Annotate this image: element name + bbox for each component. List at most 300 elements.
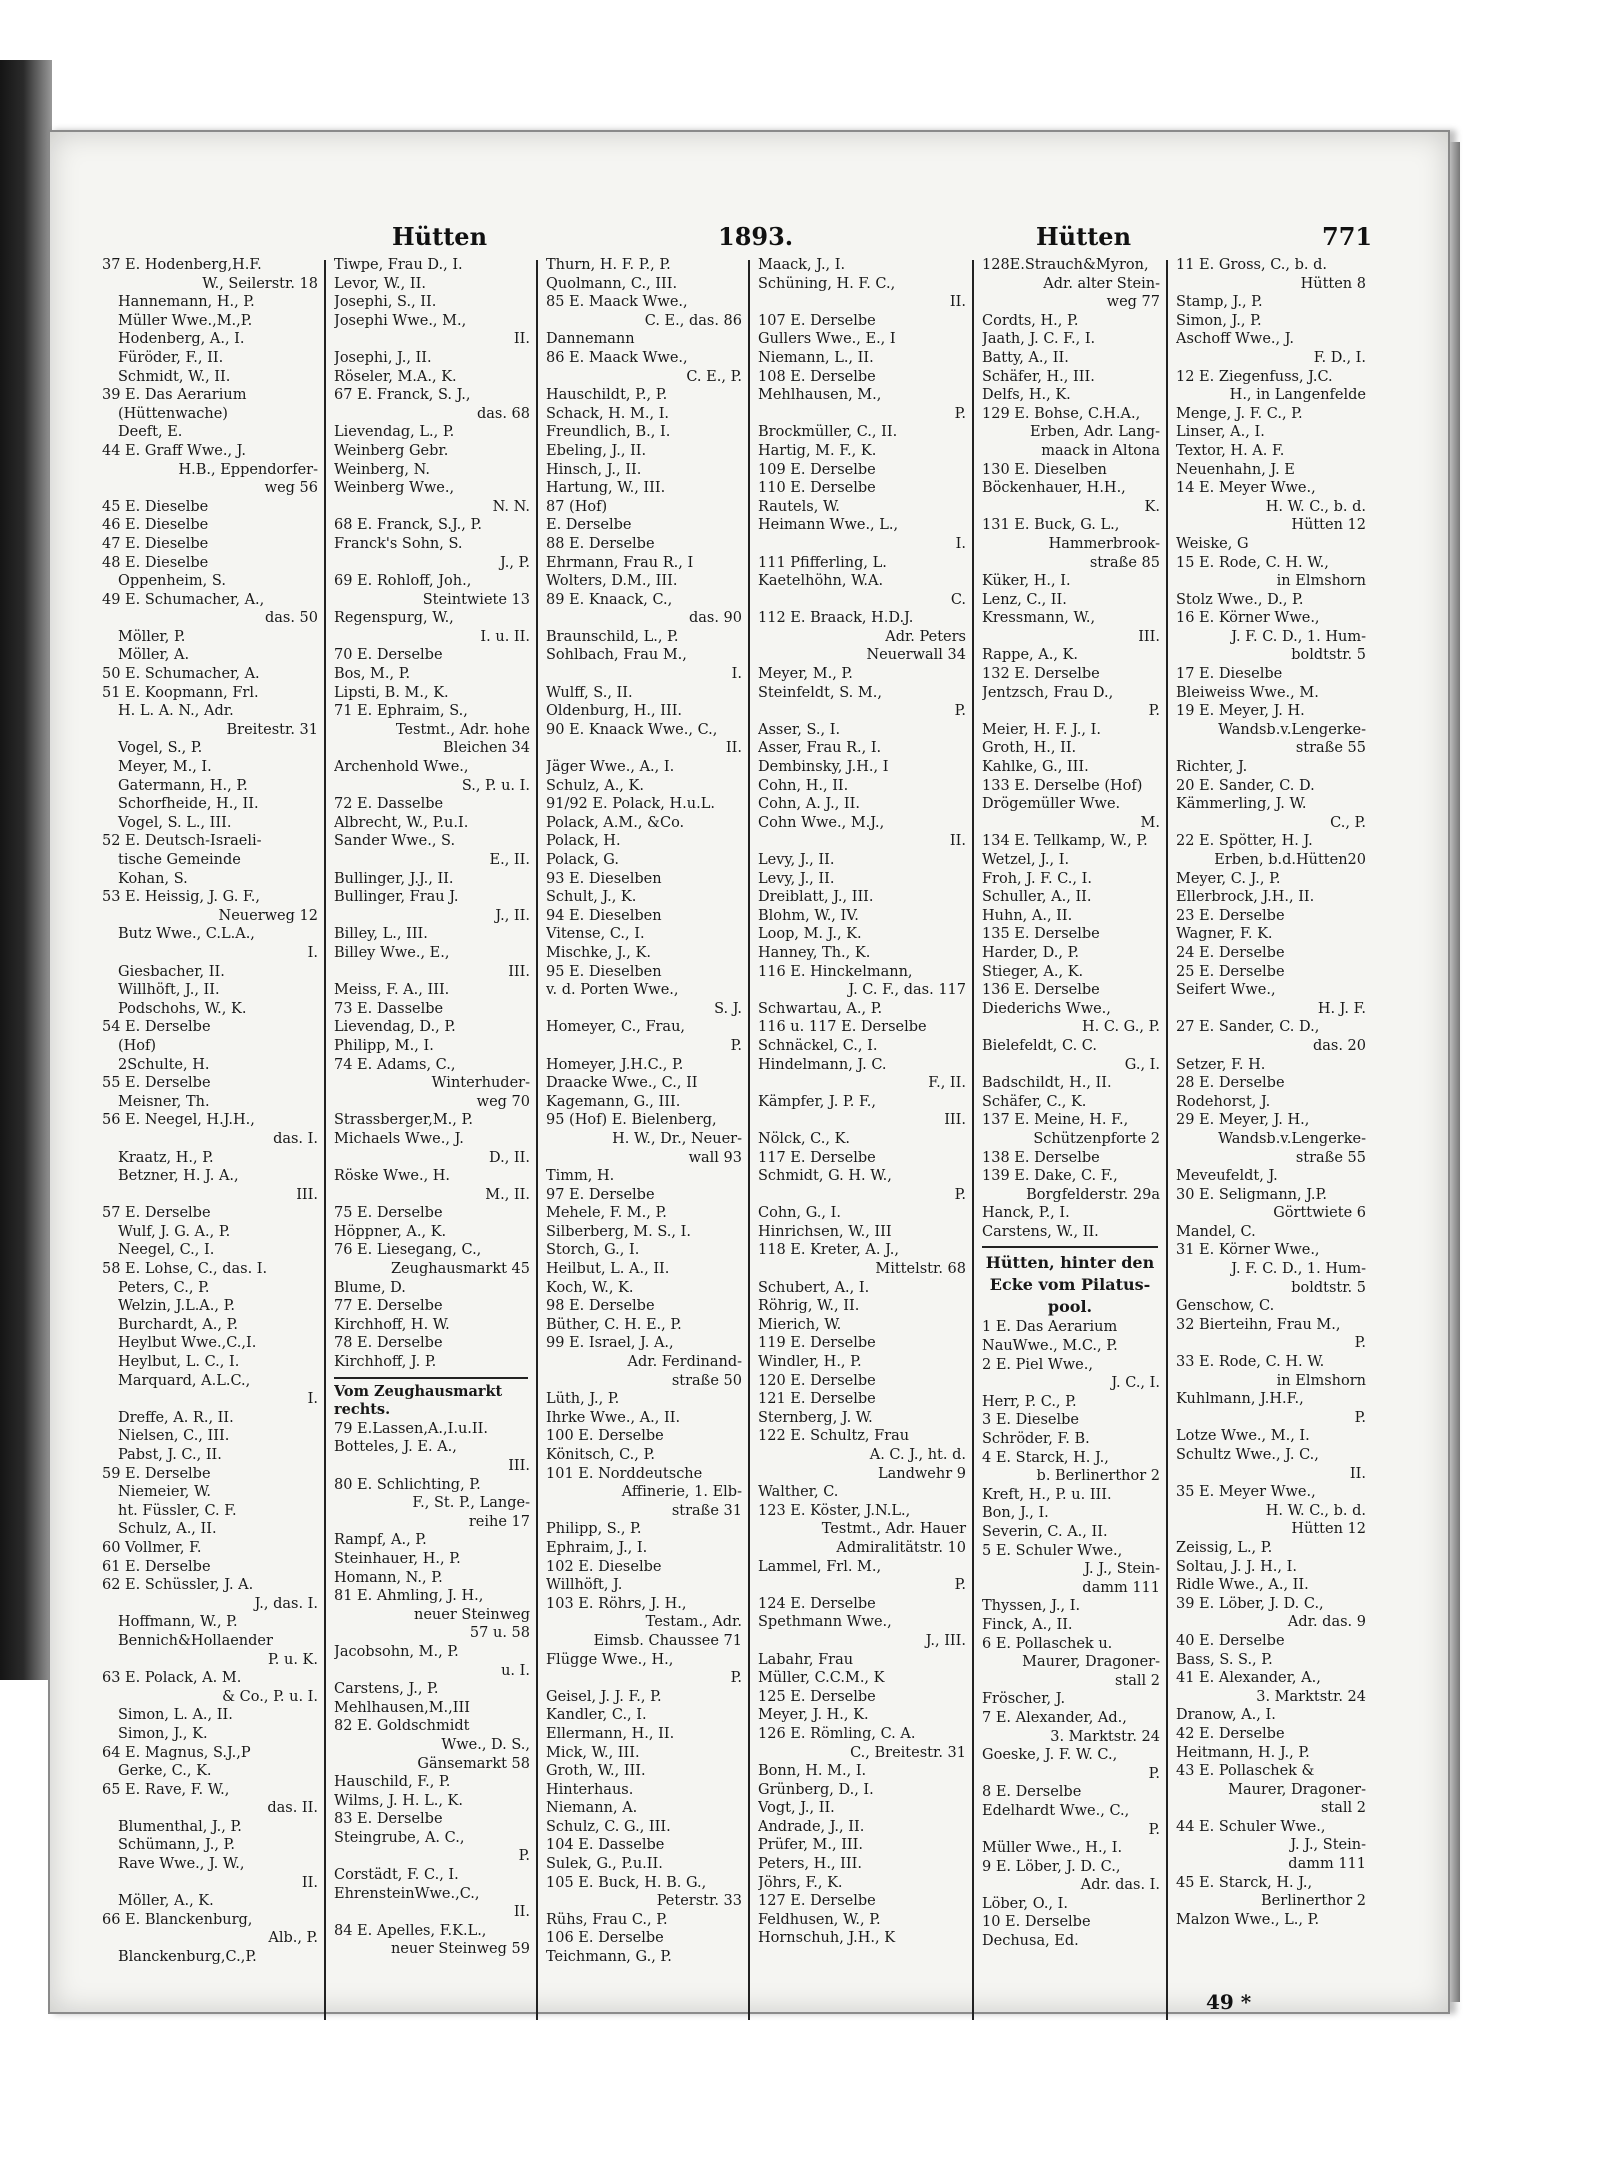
directory-entry: Jaath, J. C. F., I. — [982, 331, 1096, 348]
directory-entry: boldtstr. 5 — [1291, 1279, 1366, 1296]
directory-entry: Jöhrs, F., K. — [758, 1874, 843, 1891]
directory-entry: 45 E. Dieselbe — [102, 498, 209, 515]
directory-entry: Jentzsch, Frau D., — [982, 684, 1114, 701]
directory-entry: Böckenhauer, H.H., — [982, 480, 1126, 497]
directory-entry: A. C. J., ht. d. — [869, 1447, 966, 1463]
directory-entry: Meiss, F. A., III. — [334, 982, 450, 999]
directory-entry: Hinterhaus. — [546, 1781, 634, 1798]
directory-entry: Willhöft, J., II. — [118, 982, 220, 999]
directory-entry: Podschohs, W., K. — [118, 1000, 247, 1017]
directory-entry: III. — [1138, 628, 1160, 645]
directory-entry: Delfs, H., K. — [982, 387, 1071, 404]
directory-entry: NauWwe., M.C., P. — [982, 1338, 1118, 1355]
directory-entry: 12 E. Ziegenfuss, J.C. — [1176, 368, 1333, 385]
directory-entry: Schubert, A., I. — [758, 1279, 870, 1296]
directory-entry: Koch, W., K. — [546, 1279, 634, 1296]
directory-columns — [98, 256, 1370, 2026]
directory-entry: I. — [955, 535, 966, 552]
directory-entry: 50 E. Schumacher, A. — [102, 666, 260, 683]
directory-entry: 62 E. Schüssler, J. A. — [102, 1577, 254, 1594]
directory-entry: 105 E. Buck, H. B. G., — [546, 1874, 707, 1891]
directory-entry: 29 E. Meyer, J. H., — [1176, 1112, 1310, 1129]
directory-entry: Wolters, D.M., III. — [546, 573, 678, 590]
directory-entry: Kohan, S. — [118, 870, 188, 887]
directory-entry: 76 E. Liesegang, C., — [334, 1242, 482, 1259]
directory-entry: Schümann, J., P. — [118, 1837, 235, 1854]
directory-entry: Kirchhoff, H. W. — [334, 1316, 450, 1333]
directory-entry: Setzer, F. H. — [1176, 1056, 1266, 1073]
directory-entry: Heylbut Wwe.,C.,I. — [118, 1335, 257, 1352]
directory-entry: Geisel, J. J. F., P. — [546, 1688, 662, 1705]
directory-entry: 137 E. Meine, H. F., — [982, 1112, 1129, 1129]
directory-entry: das. 50 — [264, 610, 318, 627]
directory-entry: Botteles, J. E. A., — [334, 1439, 457, 1456]
directory-entry: Hinsch, J., II. — [546, 461, 642, 478]
directory-entry: Peterstr. 33 — [656, 1893, 742, 1910]
directory-entry: H. L. A. N., Adr. — [118, 703, 234, 720]
directory-entry: Hauschildt, P., P. — [546, 387, 668, 404]
directory-entry: Corstädt, F. C., I. — [334, 1867, 459, 1884]
directory-entry: Hammerbrook- — [1048, 535, 1160, 552]
directory-entry: 81 E. Ahmling, J. H., — [334, 1588, 484, 1605]
column-3 — [542, 256, 746, 2026]
directory-entry: Betzner, H. J. A., — [118, 1168, 239, 1185]
directory-entry: b. Berlinerthor 2 — [1036, 1468, 1160, 1485]
directory-entry: Bass, S. S., P. — [1176, 1651, 1273, 1668]
directory-entry: 51 E. Koopmann, Frl. — [102, 684, 259, 701]
directory-entry: Hütten 8 — [1300, 275, 1366, 292]
directory-entry: Brockmüller, C., II. — [758, 424, 898, 441]
directory-entry: Nölck, C., K. — [758, 1130, 851, 1147]
directory-entry: Steingrube, A. C., — [334, 1829, 465, 1846]
directory-entry: Schröder, F. B. — [982, 1431, 1090, 1448]
directory-entry: Neuerweg 12 — [218, 907, 318, 924]
directory-entry: 126 E. Römling, C. A. — [758, 1725, 916, 1742]
directory-entry: damm 111 — [1288, 1856, 1366, 1873]
directory-entry: Grünberg, D., I. — [758, 1781, 874, 1798]
directory-entry: Stolz Wwe., D., P. — [1176, 591, 1304, 608]
directory-entry: Philipp, M., I. — [334, 1037, 434, 1054]
directory-entry: Silberberg, M. S., I. — [546, 1223, 691, 1240]
directory-entry: 133 E. Derselbe (Hof) — [982, 777, 1143, 794]
directory-entry: I. u. II. — [480, 628, 530, 645]
directory-entry: Billey, L., III. — [334, 926, 428, 943]
directory-entry: 87 (Hof) — [546, 498, 608, 515]
directory-entry: ht. Füssler, C. F. — [118, 1502, 237, 1519]
directory-entry: Vogt, J., II. — [758, 1800, 835, 1817]
directory-entry: Gatermann, H., P. — [118, 777, 248, 794]
directory-entry: Rautels, W. — [758, 498, 840, 515]
directory-entry: Dechusa, Ed. — [982, 1933, 1079, 1950]
directory-entry: 49 E. Schumacher, A., — [102, 591, 265, 608]
directory-entry: Froh, J. F. C., I. — [982, 870, 1092, 887]
directory-entry: J. F. C. D., 1. Hum- — [1231, 628, 1366, 645]
directory-entry: Kämpfer, J. P. F., — [758, 1093, 876, 1110]
directory-entry: Stamp, J., P. — [1176, 294, 1263, 311]
directory-entry: Meyer, C. J., P. — [1176, 870, 1281, 887]
directory-entry: II. — [301, 1874, 318, 1891]
directory-entry: J. F. C. D., 1. Hum- — [1231, 1261, 1366, 1278]
directory-entry: Testmt., Adr. Hauer — [821, 1521, 966, 1538]
directory-entry: Büther, C. H. E., P. — [546, 1316, 682, 1333]
directory-entry: Heitmann, H. J., P. — [1176, 1744, 1310, 1761]
directory-entry: II. — [513, 331, 530, 348]
directory-entry: Sander Wwe., S. — [334, 833, 456, 850]
directory-entry: Neuenhahn, J. E — [1176, 461, 1295, 478]
directory-entry: Schult, J., K. — [546, 889, 637, 906]
directory-entry: 40 E. Derselbe — [1176, 1632, 1285, 1649]
directory-entry: P. — [1148, 703, 1160, 720]
column-divider — [748, 260, 750, 2020]
directory-entry: 131 E. Buck, G. L., — [982, 517, 1120, 534]
directory-entry: Löber, O., I. — [982, 1895, 1068, 1912]
directory-entry: 129 E. Bohse, C.H.A., — [982, 405, 1141, 422]
directory-entry: Niemeier, W. — [118, 1484, 211, 1501]
directory-entry: Loop, M. J., K. — [758, 926, 862, 943]
directory-entry: Steinfeldt, S. M., — [758, 684, 882, 701]
directory-entry: Ihrke Wwe., A., II. — [546, 1409, 681, 1426]
directory-entry: 65 E. Rave, F. W., — [102, 1781, 230, 1798]
directory-entry: Neuerwall 34 — [866, 647, 966, 664]
directory-entry: 4 E. Starck, H. J., — [982, 1449, 1109, 1466]
directory-entry: III. — [944, 1112, 966, 1129]
directory-entry: EhrensteinWwe.,C., — [334, 1885, 480, 1902]
directory-entry: II. — [1349, 1465, 1366, 1482]
directory-entry: Windler, H., P. — [758, 1354, 862, 1371]
directory-entry: Soltau, J. J. H., I. — [1176, 1558, 1297, 1575]
directory-entry: P. — [730, 1037, 742, 1054]
directory-entry: II. — [513, 1904, 530, 1921]
directory-entry: 1 E. Das Aerarium — [982, 1319, 1118, 1336]
directory-entry: das. I. — [273, 1130, 318, 1147]
directory-entry: Bielefeldt, C. C. — [982, 1037, 1097, 1054]
directory-entry: Bonn, H. M., I. — [758, 1763, 867, 1780]
directory-entry: Maurer, Dragoner- — [1228, 1781, 1366, 1798]
directory-entry: Cordts, H., P. — [982, 312, 1079, 329]
directory-entry: Linser, A., I. — [1176, 424, 1265, 441]
directory-entry: F., St. P., Lange- — [412, 1495, 530, 1512]
directory-entry: neuer Steinweg — [414, 1606, 530, 1623]
directory-entry: Hannemann, H., P. — [118, 294, 255, 311]
directory-entry: I. — [307, 944, 318, 961]
directory-entry: 30 E. Seligmann, J.P. — [1176, 1186, 1327, 1203]
directory-entry: Rodehorst, J. — [1176, 1093, 1271, 1110]
directory-entry: 125 E. Derselbe — [758, 1688, 876, 1705]
directory-entry: Sulek, G., P.u.II. — [546, 1856, 663, 1873]
directory-entry: Feldhusen, W., P. — [758, 1911, 881, 1928]
directory-entry: Ephraim, J., I. — [546, 1539, 648, 1556]
directory-entry: Schulz, A., II. — [118, 1521, 217, 1538]
directory-entry: 45 E. Starck, H. J., — [1176, 1874, 1313, 1891]
directory-entry: Kahlke, G., III. — [982, 759, 1089, 776]
directory-entry: Hinrichsen, W., III — [758, 1223, 892, 1240]
directory-entry: Möller, P. — [118, 628, 186, 645]
directory-entry: Erben, Adr. Lang- — [1029, 424, 1160, 441]
directory-entry: Erben, b.d.Hütten20 — [1214, 852, 1366, 868]
directory-entry: Müller Wwe.,M.,P. — [118, 312, 253, 329]
directory-entry: straße 50 — [671, 1372, 742, 1389]
directory-entry: Tiwpe, Frau D., I. — [334, 257, 463, 273]
section-heading: Hütten, hinter den — [985, 1253, 1155, 1273]
directory-entry: 2Schulte, H. — [118, 1056, 210, 1073]
directory-entry: Josephi, J., II. — [334, 349, 432, 366]
directory-entry: 19 E. Meyer, J. H. — [1176, 703, 1305, 720]
directory-entry: Mehele, F. M., P. — [546, 1205, 667, 1222]
directory-entry: Möller, A., K. — [118, 1893, 214, 1910]
directory-entry: Weinberg Gebr. — [334, 442, 449, 459]
directory-entry: Lievendag, L., P. — [334, 424, 455, 441]
directory-entry: 24 E. Derselbe — [1176, 944, 1285, 961]
directory-entry: Strassberger,M., P. — [334, 1112, 473, 1129]
directory-entry: Ridle Wwe., A., II. — [1176, 1577, 1309, 1594]
directory-entry: H. W. C., b. d. — [1265, 1502, 1366, 1519]
directory-entry: 17 E. Dieselbe — [1176, 666, 1283, 683]
directory-entry: N. N. — [492, 498, 530, 515]
directory-entry: Simon, J., P. — [1176, 312, 1262, 329]
directory-entry: 80 E. Schlichting, P. — [334, 1476, 481, 1493]
directory-entry: 86 E. Maack Wwe., — [546, 349, 688, 366]
directory-entry: Dreiblatt, J., III. — [758, 889, 874, 906]
directory-entry: 77 E. Derselbe — [334, 1298, 443, 1315]
directory-entry: 78 E. Derselbe — [334, 1335, 443, 1352]
directory-entry: H., in Langenfelde — [1229, 387, 1366, 404]
directory-entry: J. C. F., das. 117 — [848, 982, 966, 999]
directory-entry: Oppenheim, S. — [118, 573, 226, 590]
directory-entry: Lotze Wwe., M., I. — [1176, 1428, 1310, 1445]
directory-entry: 7 E. Alexander, Ad., — [982, 1709, 1127, 1726]
directory-entry: Kressmann, W., — [982, 610, 1096, 627]
directory-entry: 15 E. Rode, C. H. W., — [1176, 554, 1329, 571]
directory-entry: Simon, L. A., II. — [118, 1707, 233, 1724]
directory-entry: 130 E. Dieselben — [982, 461, 1107, 478]
directory-entry: Wwe., D. S., — [441, 1736, 530, 1753]
directory-entry: Flügge Wwe., H., — [546, 1651, 674, 1668]
column-2 — [330, 256, 534, 2026]
directory-entry: J., P. — [500, 554, 530, 571]
directory-entry: 134 E. Tellkamp, W., P. — [982, 833, 1148, 850]
directory-entry: (Hof) — [118, 1037, 157, 1054]
directory-entry: Sohlbach, Frau M., — [546, 647, 687, 664]
directory-entry: 2 E. Piel Wwe., — [982, 1356, 1093, 1373]
directory-entry: 69 E. Rohloff, Joh., — [334, 573, 472, 590]
directory-entry: 66 E. Blanckenburg, — [102, 1911, 253, 1928]
directory-entry: 3. Marktstr. 24 — [1050, 1728, 1160, 1745]
directory-entry: Meyer, M., I. — [118, 759, 212, 776]
directory-entry: Spethmann Wwe., — [758, 1614, 892, 1631]
directory-entry: Dreffe, A. R., II. — [118, 1409, 234, 1426]
directory-entry: Hartig, M. F., K. — [758, 442, 877, 459]
directory-entry: Kirchhoff, J. P. — [334, 1354, 437, 1371]
directory-entry: C. E., das. 86 — [644, 312, 742, 329]
directory-entry: 71 E. Ephraim, S., — [334, 703, 468, 720]
directory-entry: 132 E. Derselbe — [982, 666, 1100, 683]
directory-entry: straße 55 — [1295, 1149, 1366, 1166]
directory-entry: J., III. — [925, 1632, 966, 1649]
column-4 — [754, 256, 970, 2026]
directory-entry: Wandsb.v.Lengerke- — [1218, 721, 1366, 738]
directory-entry: Mittelstr. 68 — [875, 1261, 966, 1278]
directory-entry: Dembinsky, J.H., I — [758, 759, 889, 776]
directory-entry: 67 E. Franck, S. J., — [334, 387, 471, 404]
directory-entry: straße 31 — [671, 1502, 742, 1519]
directory-entry: 98 E. Derselbe — [546, 1298, 655, 1315]
directory-entry: Hauschild, F., P. — [334, 1774, 451, 1791]
directory-entry: 94 E. Dieselben — [546, 907, 662, 924]
directory-entry: Lipsti, B. M., K. — [334, 684, 449, 701]
directory-entry: Labahr, Frau — [758, 1651, 854, 1668]
directory-entry: Oldenburg, H., III. — [546, 703, 683, 720]
directory-entry: 3 E. Dieselbe — [982, 1412, 1080, 1429]
directory-entry: Kreft, H., P. u. III. — [982, 1486, 1112, 1503]
directory-entry: II. — [949, 833, 966, 850]
directory-entry: Drögemüller Wwe. — [982, 796, 1121, 813]
directory-entry: M., II. — [485, 1186, 530, 1203]
directory-entry: Willhöft, J. — [546, 1577, 623, 1594]
directory-entry: Weinberg, N. — [334, 461, 430, 478]
directory-entry: 14 E. Meyer Wwe., — [1176, 480, 1316, 497]
directory-entry: boldtstr. 5 — [1291, 647, 1366, 664]
directory-entry: 31 E. Körner Wwe., — [1176, 1242, 1320, 1259]
directory-entry: 127 E. Derselbe — [758, 1893, 876, 1910]
directory-entry: Röseler, M.A., K. — [334, 368, 457, 385]
directory-entry: Aschoff Wwe., J. — [1176, 331, 1295, 348]
directory-entry: 9 E. Löber, J. D. C., — [982, 1858, 1121, 1875]
directory-entry: Wulf, J. G. A., P. — [118, 1223, 231, 1240]
directory-entry: Teichmann, G., P. — [546, 1949, 672, 1966]
directory-entry: 121 E. Derselbe — [758, 1391, 876, 1408]
header-year: 1893. — [718, 222, 794, 251]
directory-entry: Vogel, S. L., III. — [118, 814, 232, 831]
directory-entry: 136 E. Derselbe — [982, 982, 1100, 999]
directory-entry: Batty, A., II. — [982, 349, 1069, 366]
directory-entry: Borgfelderstr. 29a — [1026, 1186, 1160, 1203]
directory-entry: Schmidt, W., II. — [118, 368, 231, 385]
directory-entry: Kuhlmann, J.H.F., — [1176, 1391, 1304, 1408]
directory-entry: Pabst, J. C., II. — [118, 1447, 222, 1463]
page-header — [0, 222, 1600, 252]
column-5 — [978, 256, 1164, 2026]
directory-entry: 33 E. Rode, C. H. W. — [1176, 1354, 1325, 1371]
directory-entry: Blohm, W., IV. — [758, 907, 859, 924]
directory-entry: P. u. K. — [267, 1651, 318, 1668]
directory-entry: Groth, W., III. — [546, 1763, 646, 1780]
directory-entry: Lievendag, D., P. — [334, 1019, 456, 1036]
directory-entry: Füröder, F., II. — [118, 349, 224, 366]
directory-entry: & Co., P. u. I. — [222, 1688, 318, 1705]
directory-entry: 74 E. Adams, C., — [334, 1056, 456, 1073]
column-divider — [324, 260, 326, 2020]
directory-entry: 57 u. 58 — [469, 1625, 530, 1642]
directory-entry: 3. Marktstr. 24 — [1256, 1688, 1366, 1705]
directory-entry: 59 E. Derselbe — [102, 1465, 211, 1482]
directory-entry: Adr. alter Stein- — [1043, 275, 1160, 292]
directory-entry: 119 E. Derselbe — [758, 1335, 876, 1352]
directory-entry: Bennich&Hollaender — [118, 1632, 273, 1649]
directory-entry: III. — [508, 963, 530, 980]
directory-entry: Braunschild, L., P. — [546, 628, 679, 645]
directory-entry: Hoffmann, W., P. — [118, 1614, 238, 1631]
directory-entry: weg 56 — [264, 480, 318, 497]
directory-entry: Meveufeldt, J. — [1176, 1168, 1278, 1185]
directory-entry: Archenhold Wwe., — [334, 759, 469, 776]
directory-entry: Fröscher, J. — [982, 1691, 1066, 1708]
directory-entry: 73 E. Dasselbe — [334, 1000, 444, 1017]
directory-entry: Bleichen 34 — [443, 740, 530, 757]
directory-entry: Dannemann — [546, 331, 635, 348]
directory-entry: 39 E. Löber, J. D. C., — [1176, 1595, 1324, 1612]
directory-entry: Jäger Wwe., A., I. — [546, 759, 675, 776]
directory-entry: 139 E. Dake, C. F., — [982, 1168, 1118, 1185]
directory-entry: Edelhardt Wwe., C., — [982, 1802, 1130, 1819]
directory-entry: Müller, C.C.M., K — [758, 1670, 885, 1687]
directory-entry: III. — [296, 1186, 318, 1203]
directory-entry: Mierich, W. — [758, 1316, 842, 1333]
directory-entry: Bos, M., P. — [334, 666, 411, 683]
directory-entry: Blume, D. — [334, 1279, 406, 1296]
directory-entry: Gullers Wwe., E., I — [758, 331, 896, 348]
directory-entry: 106 E. Derselbe — [546, 1930, 664, 1947]
directory-entry: 111 Pfifferling, L. — [758, 554, 887, 571]
directory-entry: Winterhuder- — [431, 1075, 530, 1092]
directory-entry: Levy, J., II. — [758, 870, 835, 887]
directory-entry: II. — [949, 294, 966, 311]
directory-entry: Thyssen, J., I. — [982, 1598, 1081, 1615]
directory-entry: Lenz, C., II. — [982, 591, 1067, 608]
directory-entry: 122 E. Schultz, Frau — [758, 1428, 910, 1445]
directory-entry: Hütten 12 — [1291, 1521, 1366, 1538]
directory-entry: Vogel, S., P. — [118, 740, 203, 757]
directory-entry: Cohn Wwe., M.J., — [758, 814, 885, 831]
directory-entry: reihe 17 — [468, 1513, 530, 1530]
directory-entry: Schuller, A., II. — [982, 889, 1092, 906]
directory-entry: Maurer, Dragoner- — [1022, 1654, 1160, 1671]
directory-entry: Billey Wwe., E., — [334, 944, 450, 961]
directory-entry: Zeissig, L., P. — [1176, 1539, 1273, 1556]
directory-entry: 35 E. Meyer Wwe., — [1176, 1484, 1316, 1501]
directory-entry: Niemann, L., II. — [758, 349, 874, 366]
directory-entry: 118 E. Kreter, A. J., — [758, 1242, 899, 1259]
directory-entry: stall 2 — [1320, 1800, 1366, 1817]
directory-entry: 44 E. Schuler Wwe., — [1176, 1818, 1326, 1835]
directory-entry: v. d. Porten Wwe., — [546, 982, 679, 999]
directory-entry: Schützenpforte 2 — [1033, 1130, 1160, 1147]
directory-entry: Peters, H., III. — [758, 1856, 862, 1873]
directory-entry: Cohn, A. J., II. — [758, 796, 860, 813]
directory-entry: Könitsch, C., P. — [546, 1447, 655, 1463]
directory-entry: Heylbut, L. C., I. — [118, 1354, 240, 1371]
directory-entry: Wulff, S., II. — [546, 684, 633, 701]
directory-entry: Rühs, Frau C., P. — [546, 1911, 668, 1928]
directory-entry: 58 E. Lohse, C., das. I. — [102, 1261, 268, 1278]
directory-entry: F. D., I. — [1313, 349, 1366, 366]
directory-entry: Levy, J., II. — [758, 852, 835, 868]
directory-entry: Homeyer, C., Frau, — [546, 1019, 686, 1036]
directory-entry: 44 E. Graff Wwe., J. — [102, 442, 246, 459]
directory-entry: Hanck, P., I. — [982, 1205, 1070, 1222]
section-rule — [982, 1246, 1158, 1248]
directory-entry: Kandler, C., I. — [546, 1707, 647, 1724]
directory-entry: Testmt., Adr. hohe — [395, 721, 530, 738]
directory-entry: Weinberg Wwe., — [334, 480, 455, 497]
directory-entry: Regenspurg, W., — [334, 610, 454, 627]
directory-entry: 82 E. Goldschmidt — [334, 1718, 470, 1735]
directory-entry: Burchardt, A., P. — [118, 1316, 239, 1333]
directory-entry: Asser, S., I. — [758, 721, 841, 738]
directory-entry: 11 E. Gross, C., b. d. — [1176, 257, 1328, 273]
directory-entry: maack in Altona — [1041, 442, 1160, 459]
directory-entry: das. 20 — [1312, 1037, 1366, 1054]
directory-entry: Homeyer, J.H.C., P. — [546, 1056, 684, 1073]
